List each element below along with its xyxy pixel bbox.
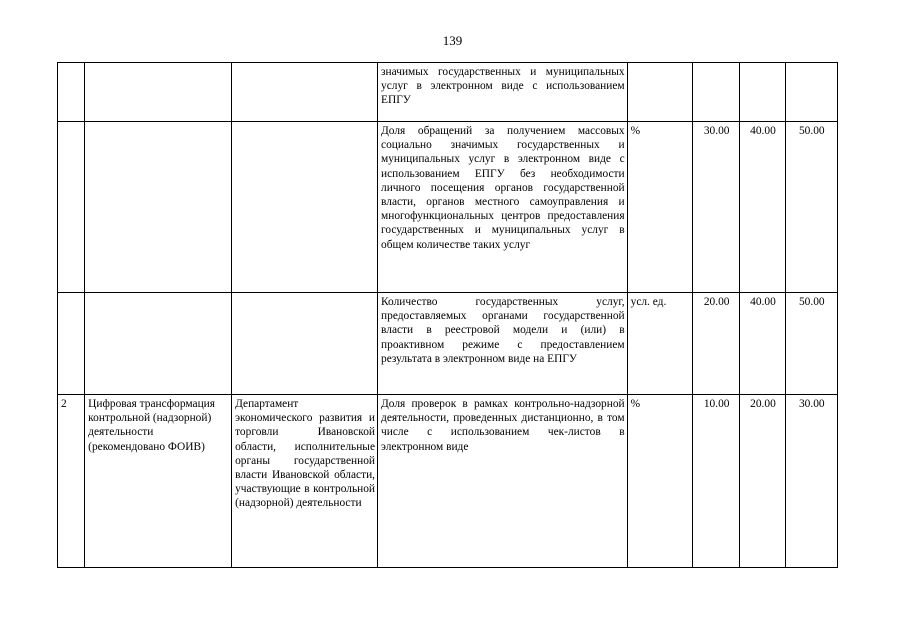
table-row: [58, 122, 838, 293]
row-number: [58, 293, 85, 395]
indicator-text: значимых государственных и муниципальных услуг в электронном виде с использованием ЕПГУ: [378, 63, 628, 122]
indicators-table: [57, 62, 838, 568]
value-2022: 10.00: [693, 395, 740, 568]
row-number: [58, 122, 85, 293]
indicator-text: Доля проверок в рамках контрольно-надзорной деятельности, проведенных дистанционно, в том числе с использованием чек-листов в электронном виде: [378, 395, 628, 568]
responsible-body: [232, 293, 378, 395]
unit-cell: усл. ед.: [627, 293, 692, 395]
value-2023: [740, 63, 785, 122]
project-name: [85, 63, 232, 122]
unit-cell: [627, 63, 692, 122]
value-2023: 40.00: [740, 293, 785, 395]
table-row: [58, 293, 838, 395]
responsible-body: [232, 122, 378, 293]
indicator-text: Количество государственных услуг, предоставляемых органами государственной власти в реестровой модели и (или) в проактивном режиме с предоставлением результата в электронном виде на ЕПГУ: [378, 293, 628, 395]
table-row: [58, 395, 838, 568]
indicator-text: Доля обращений за получением массовых социально значимых государственных и муниципальных услуг в электронном виде с использованием ЕПГУ без необходимости личного посещения органов государственной власти, органов местного самоуправления и многофункциональных центров предоставления государственных и муниципальных услуг в общем количестве таких услуг: [378, 122, 628, 293]
unit-cell: %: [627, 395, 692, 568]
project-name: [85, 122, 232, 293]
value-2022: [693, 63, 740, 122]
project-name: Цифровая трансформация контрольной (надзорной) деятельности (рекомендовано ФОИВ): [85, 395, 232, 568]
table-row: [58, 63, 838, 122]
value-2022: 30.00: [693, 122, 740, 293]
value-2024: 50.00: [785, 293, 837, 395]
row-number: 2: [58, 395, 85, 568]
value-2024: 50.00: [785, 122, 837, 293]
value-2024: 30.00: [785, 395, 837, 568]
row-number: [58, 63, 85, 122]
responsible-body: Департамент экономического развития и торговли Ивановской области, исполнительные органы государственной власти Ивановской области, участвующие в контрольной (надзорной) деятельности: [232, 395, 378, 568]
responsible-body: [232, 63, 378, 122]
value-2024: [785, 63, 837, 122]
project-name: [85, 293, 232, 395]
value-2023: 40.00: [740, 122, 785, 293]
unit-cell: %: [627, 122, 692, 293]
value-2022: 20.00: [693, 293, 740, 395]
value-2023: 20.00: [740, 395, 785, 568]
page-number: 139: [442, 33, 463, 48]
